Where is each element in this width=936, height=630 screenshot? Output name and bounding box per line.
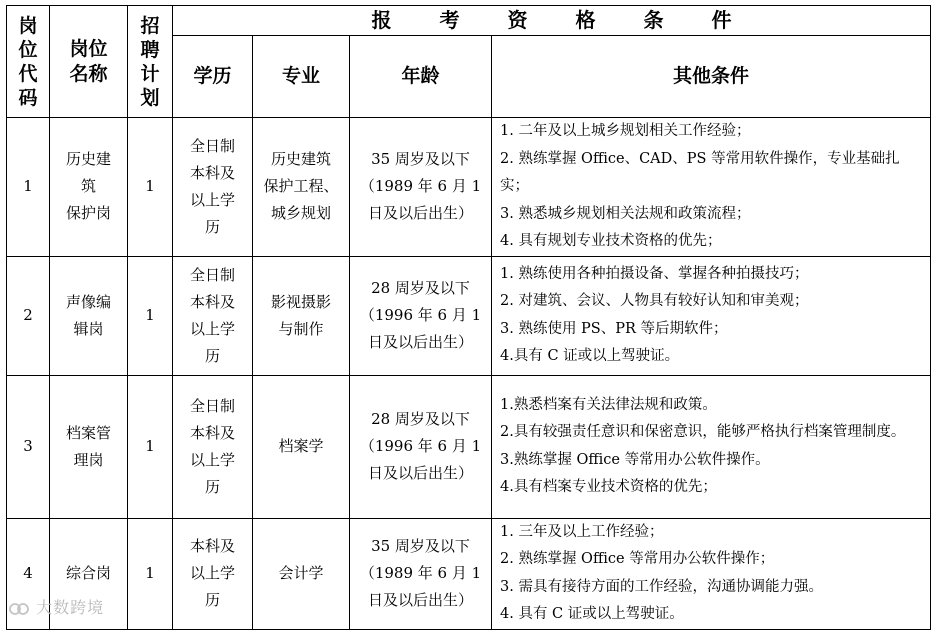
header-education: 学历 — [173, 36, 253, 118]
cell-education: 全日制 本科及 以上学 历 — [173, 118, 253, 257]
cell-age: 28 周岁及以下 （1996 年 6 月 1 日及以后出生） — [350, 256, 492, 375]
cell-other — [492, 256, 931, 375]
table-row — [7, 256, 931, 375]
requirement-item: 1. 三年及以上工作经验； — [500, 523, 664, 540]
requirement-item: 2. 对建筑、会议、人物具有较好认知和审美观； — [500, 293, 809, 309]
cell-code: 2 — [7, 256, 50, 375]
requirement-item: 4. 具有 C 证或以上驾驶证。 — [500, 606, 684, 622]
header-major: 专业 — [253, 36, 350, 118]
header-code: 岗位代码 — [18, 14, 38, 109]
cell-quota: 1 — [128, 518, 173, 629]
cell-quota: 1 — [128, 256, 173, 375]
requirement-item: 3. 需具有接待方面的工作经验，沟通协调能力强。 — [500, 578, 823, 595]
cell-major: 历史建筑 保护工程、 城乡规划 — [253, 118, 350, 257]
cell-major: 影视摄影 与制作 — [253, 256, 350, 375]
header-requirements: 报考资格条件 — [173, 6, 931, 36]
cell-code: 4 — [7, 518, 50, 629]
cell-code: 3 — [7, 375, 50, 518]
requirement-item: 1.熟悉档案有关法律法规和政策。 — [500, 396, 717, 413]
table-row — [7, 375, 931, 518]
cell-name: 综合岗 — [50, 518, 128, 629]
requirement-item: 4. 具有规划专业技术资格的优先； — [500, 233, 722, 249]
header-code-cell — [7, 6, 50, 118]
watermark-text: 大数跨境 — [36, 598, 105, 617]
requirement-item: 2. 熟练掌握 Office、CAD、PS 等常用软件操作，专业基础扎实； — [500, 150, 900, 194]
watermark — [8, 595, 104, 618]
cell-name: 历史建 筑 保护岗 — [50, 118, 128, 257]
cell-quota: 1 — [128, 375, 173, 518]
header-name-cell — [50, 6, 128, 118]
requirement-item: 4.具有 C 证或以上驾驶证。 — [500, 348, 680, 364]
cell-age: 35 周岁及以下 （1989 年 6 月 1 日及以后出生） — [350, 518, 492, 629]
table-row — [7, 118, 931, 257]
header-quota: 招聘计划 — [140, 14, 160, 109]
requirement-item: 2.具有较强责任意识和保密意识，能够严格执行档案管理制度。 — [500, 424, 906, 440]
cell-education: 全日制 本科及 以上学 历 — [173, 375, 253, 518]
requirement-item: 1. 熟练使用各种拍摄设备、掌握各种拍摄技巧； — [500, 265, 809, 282]
requirement-item: 1. 二年及以上城乡规划相关工作经验； — [500, 123, 751, 139]
cell-age: 35 周岁及以下 （1989 年 6 月 1 日及以后出生） — [350, 118, 492, 257]
job-requirements-table — [6, 5, 931, 630]
cell-other — [492, 118, 931, 257]
cell-code: 1 — [7, 118, 50, 257]
cell-age: 28 周岁及以下 （1996 年 6 月 1 日及以后出生） — [350, 375, 492, 518]
table-row — [7, 518, 931, 629]
header-quota-cell — [128, 6, 173, 118]
requirement-item: 3. 熟悉城乡规划相关法规和政策流程； — [500, 205, 751, 222]
requirement-item: 3.熟练掌握 Office 等常用办公软件操作。 — [500, 451, 770, 468]
cell-education: 全日制 本科及 以上学 历 — [173, 256, 253, 375]
header-other: 其他条件 — [492, 36, 931, 118]
header-age: 年龄 — [350, 36, 492, 118]
cell-other — [492, 518, 931, 629]
cell-quota: 1 — [128, 118, 173, 257]
header-row-top — [7, 6, 931, 36]
cell-other — [492, 375, 931, 518]
header-name: 岗位名称 — [69, 37, 108, 85]
cell-major: 会计学 — [253, 518, 350, 629]
cell-name: 档案管 理岗 — [50, 375, 128, 518]
cell-name: 声像编 辑岗 — [50, 256, 128, 375]
requirement-item: 4.具有档案专业技术资格的优先； — [500, 479, 717, 495]
requirement-item: 2. 熟练掌握 Office 等常用办公软件操作； — [500, 551, 775, 567]
cell-education: 本科及 以上学 历 — [173, 518, 253, 629]
requirement-item: 3. 熟练使用 PS、PR 等后期软件； — [500, 320, 728, 337]
watermark-logo-icon — [8, 601, 30, 617]
cell-major: 档案学 — [253, 375, 350, 518]
